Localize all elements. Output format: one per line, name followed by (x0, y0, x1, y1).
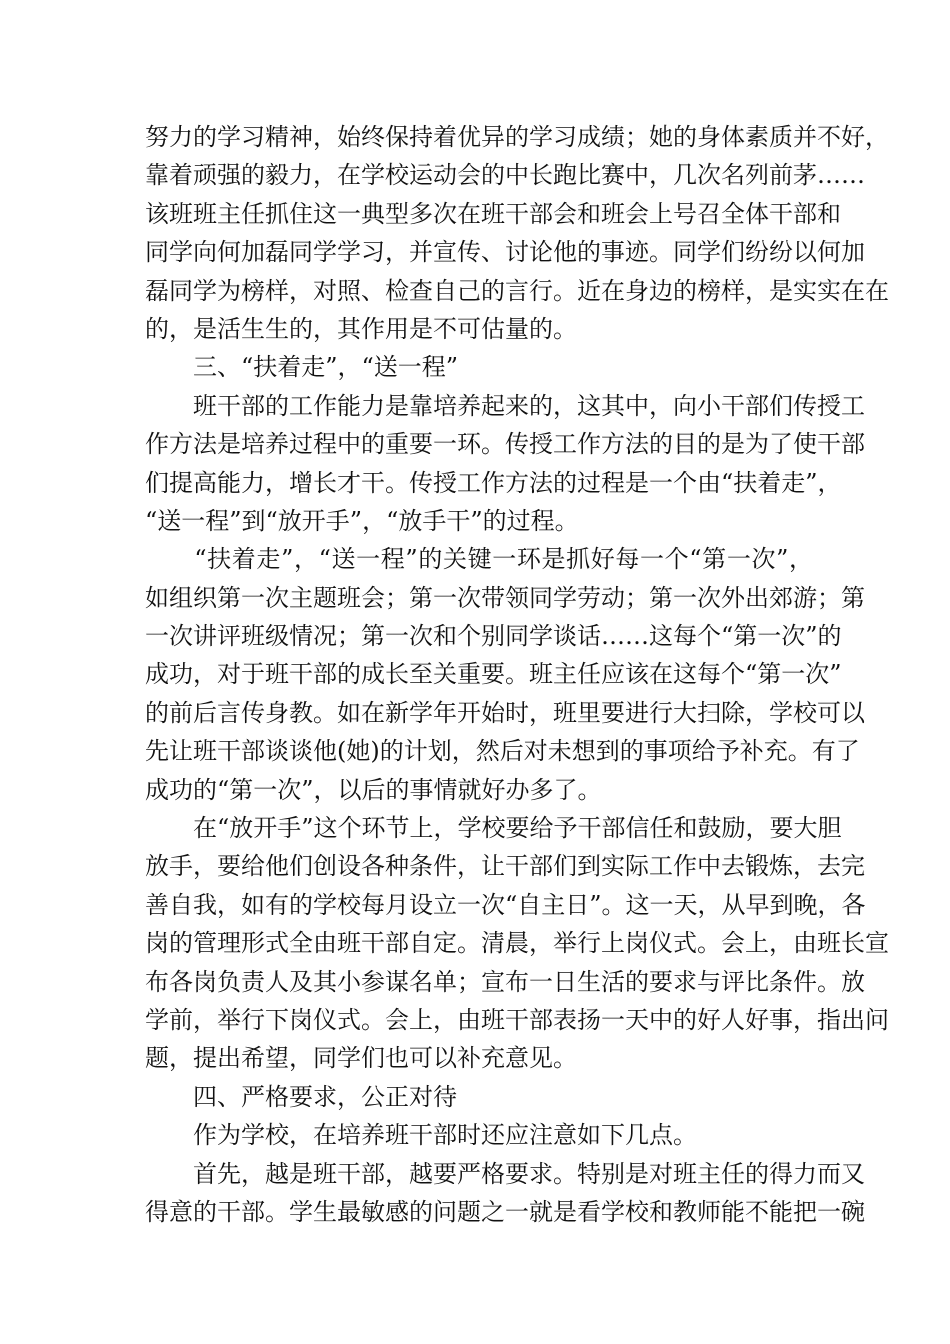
text-line: 题，提出希望，同学们也可以补充意见。 (145, 1044, 577, 1073)
text-line: 的，是活生生的，其作用是不可估量的。 (145, 314, 577, 343)
text-line: 在“放开手”这个环节上，学校要给予干部信任和鼓励，要大胆 (145, 814, 842, 843)
text-line: 成功，对于班干部的成长至关重要。班主任应该在这每个“第一次” (145, 660, 842, 689)
document-body (145, 118, 889, 1231)
text-line: 作方法是培养过程中的重要一环。传授工作方法的目的是为了使干部 (145, 430, 865, 459)
text-line: “送一程”到“放开手”，“放手干”的过程。 (145, 506, 579, 535)
section-heading: 四、严格要求，公正对待 (145, 1082, 457, 1111)
text-line: 布各岗负责人及其小参谋名单；宣布一日生活的要求与评比条件。放 (145, 967, 865, 996)
text-line: 岗的管理形式全由班干部自定。清晨，举行上岗仪式。会上，由班长宣 (145, 929, 889, 958)
text-line: 善自我，如有的学校每月设立一次“自主日”。这一天，从早到晚，各 (145, 890, 866, 919)
text-line: 放手，要给他们创设各种条件，让干部们到实际工作中去锻炼，去完 (145, 852, 865, 881)
text-line: 成功的“第一次”，以后的事情就好办多了。 (145, 775, 602, 804)
text-line: 该班班主任抓住这一典型多次在班干部会和班会上号召全体干部和 (145, 199, 841, 228)
text-line: 班干部的工作能力是靠培养起来的，这其中，向小干部们传授工 (145, 391, 865, 420)
text-line: 一次讲评班级情况；第一次和个别同学谈话……这每个“第一次”的 (145, 622, 842, 651)
text-line: 如组织第一次主题班会；第一次带领同学劳动；第一次外出郊游；第 (145, 583, 865, 612)
text-line: 努力的学习精神，始终保持着优异的学习成绩；她的身体素质并不好， (145, 123, 889, 151)
text-line: “扶着走”，“送一程”的关键一环是抓好每一个“第一次”， (145, 545, 813, 574)
section-heading: 三、“扶着走”，“送一程” (145, 353, 459, 382)
text-line: 首先，越是班干部，越要严格要求。特别是对班主任的得力而又 (145, 1159, 865, 1188)
text-line: 们提高能力，增长才干。传授工作方法的过程是一个由“扶着走”， (145, 468, 842, 497)
text-line: 的前后言传身教。如在新学年开始时，班里要进行大扫除，学校可以 (145, 698, 865, 727)
text-line: 先让班干部谈谈他(她)的计划，然后对未想到的事项给予补充。有了 (145, 737, 860, 766)
text-line: 学前，举行下岗仪式。会上，由班干部表扬一天中的好人好事，指出问 (145, 1005, 889, 1034)
text-line: 磊同学为榜样，对照、检查自己的言行。近在身边的榜样，是实实在在 (145, 276, 889, 305)
text-line: 得意的干部。学生最敏感的问题之一就是看学校和教师能不能把一碗 (145, 1197, 865, 1226)
text-line: 同学向何加磊同学学习，并宣传、讨论他的事迹。同学们纷纷以何加 (145, 238, 865, 267)
text-line: 靠着顽强的毅力，在学校运动会的中长跑比赛中，几次名列前茅…… (145, 161, 865, 190)
text-line: 作为学校，在培养班干部时还应注意如下几点。 (145, 1121, 697, 1150)
